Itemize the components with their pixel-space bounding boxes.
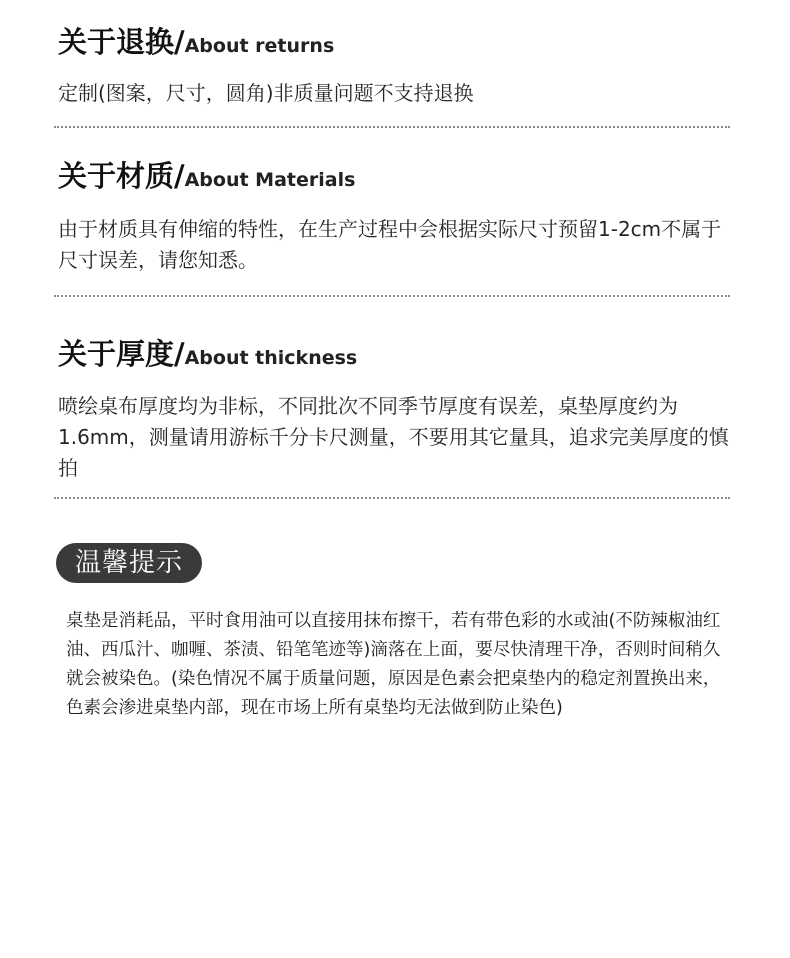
heading-zh: 关于厚度/ (58, 337, 185, 371)
section-body-materials: 由于材质具有伸缩的特性，在生产过程中会根据实际尺寸预留1-2cm不属于尺寸误差，请您知悉。 (58, 217, 722, 272)
tips-badge: 温馨提示 (56, 543, 202, 583)
heading-zh: 关于材质/ (58, 159, 185, 193)
heading-en: About thickness (184, 347, 358, 369)
section-heading-thickness (58, 337, 358, 371)
section-body-thickness: 喷绘桌布厚度均为非标，不同批次不同季节厚度有误差，桌垫厚度约为1.6mm，测量请用游标千分卡尺测量，不要用其它量具，追求完美厚度的慎拍 (58, 394, 729, 480)
dotted-divider (54, 126, 730, 128)
tips-text: 桌垫是消耗品，平时食用油可以直接用抹布擦干，若有带色彩的水或油(不防辣椒油红油、西瓜汁、咖喱、茶渍、铅笔笔迹等)滴落在上面，要尽快清理干净，否则时间稍久就会被染色。(染色情况不属于质量问题，原因是色素会把桌垫内的稳定剂置换出来，色素会渗进桌垫内部，现在市场上所有桌垫均无法做到防止染色) (66, 611, 721, 718)
heading-en: About returns (184, 35, 335, 57)
section-heading-materials (58, 159, 356, 193)
heading-zh: 关于退换/ (58, 25, 185, 59)
dotted-divider (54, 295, 730, 297)
section-heading-returns (58, 25, 335, 59)
dotted-divider (54, 497, 730, 499)
section-body-returns: 定制(图案，尺寸，圆角)非质量问题不支持退换 (58, 81, 474, 105)
heading-en: About Materials (184, 169, 356, 191)
